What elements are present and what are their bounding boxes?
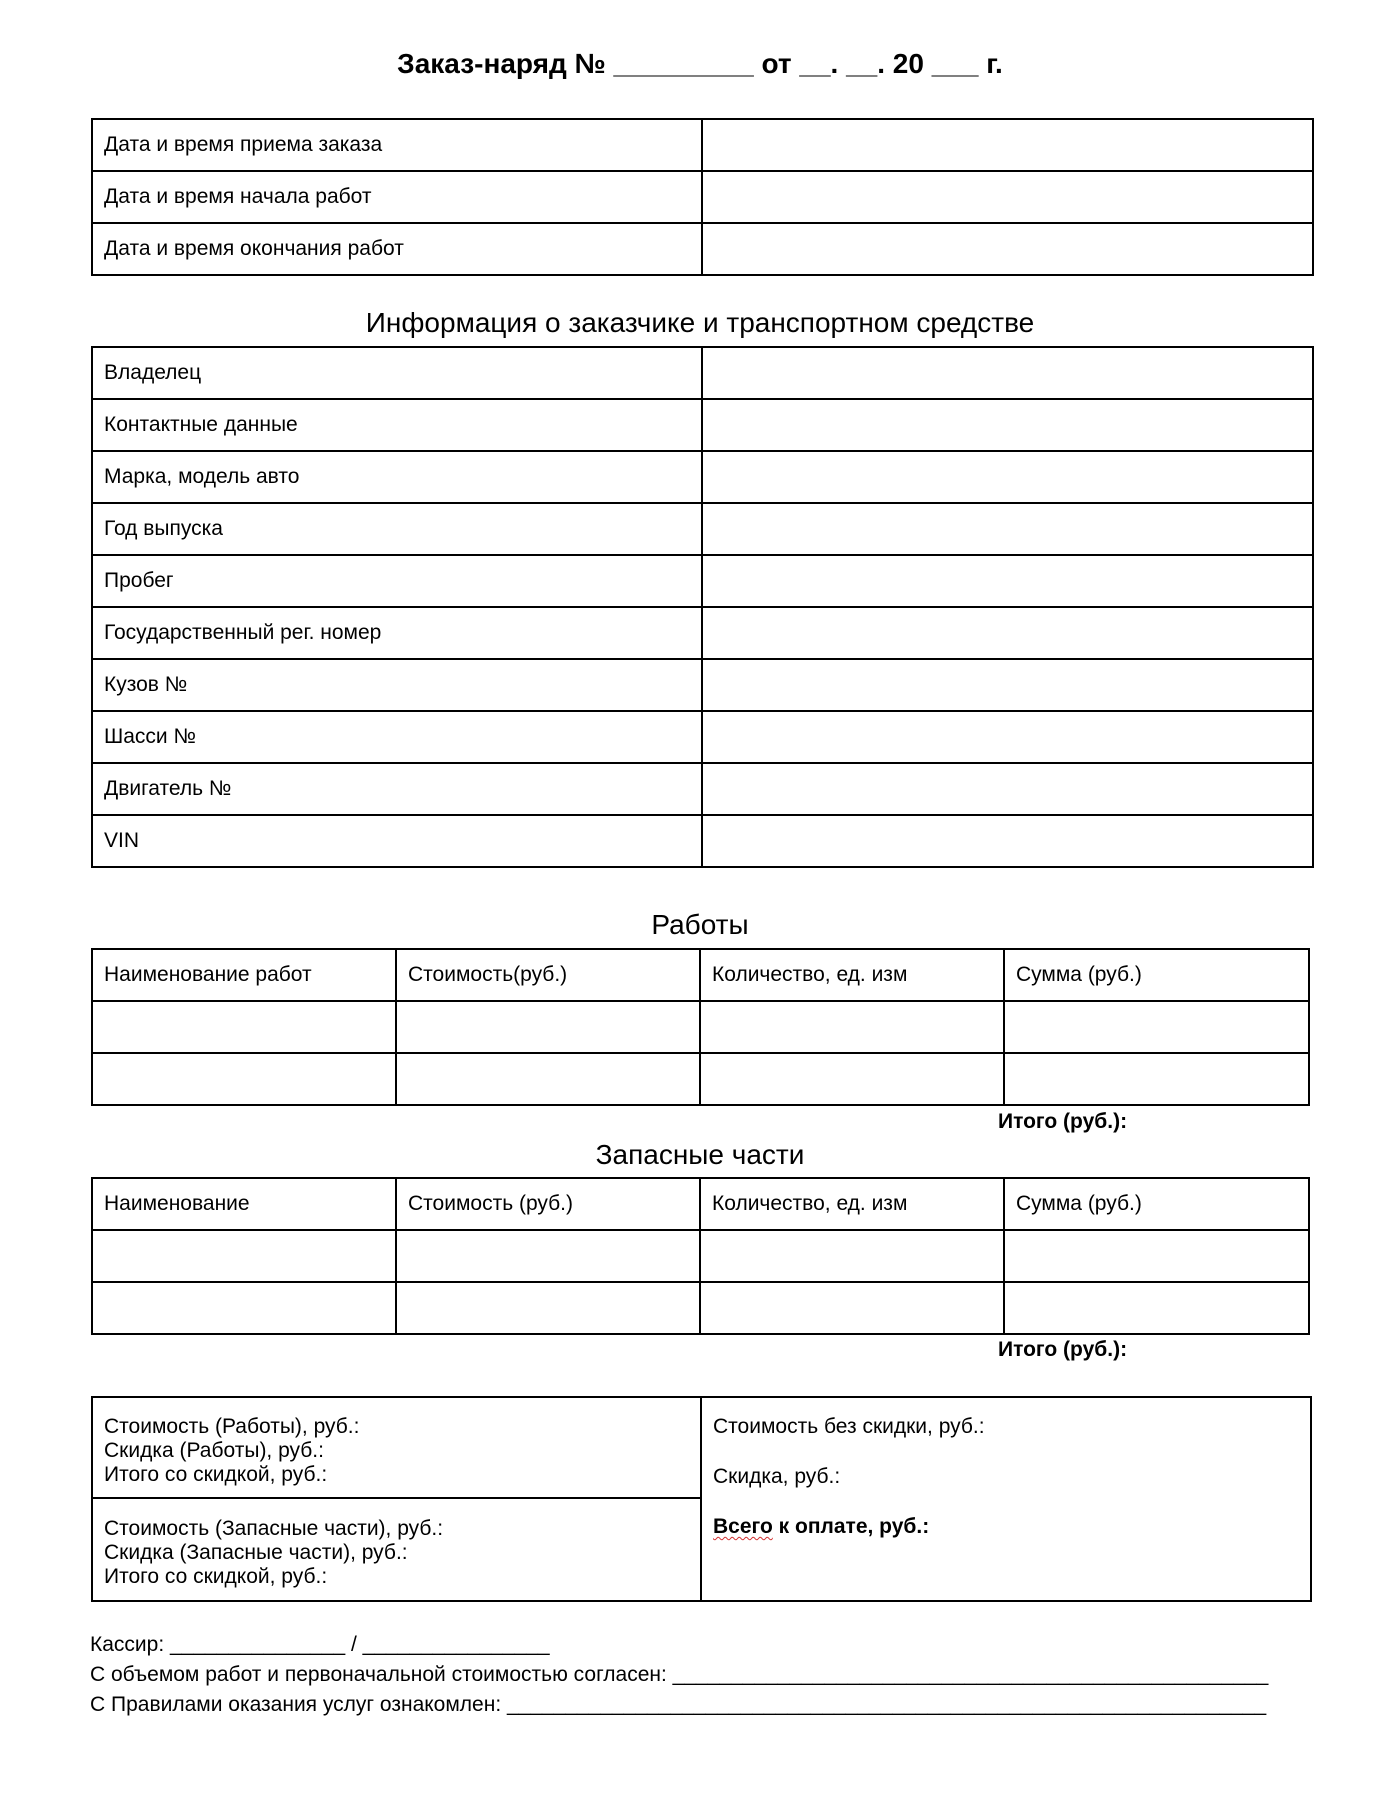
- works-header-cost: Стоимость(руб.): [396, 949, 700, 1001]
- works-section-title: Работы: [651, 909, 749, 940]
- mileage-label: Пробег: [92, 555, 702, 607]
- works-discounted-total-label: Итого со скидкой, руб.:: [104, 1463, 328, 1486]
- parts-cell[interactable]: [396, 1282, 700, 1334]
- works-cost-label: Стоимость (Работы), руб.:: [104, 1415, 360, 1438]
- body-number-label: Кузов №: [92, 659, 702, 711]
- engine-number-field[interactable]: [702, 763, 1313, 815]
- chassis-number-field[interactable]: [702, 711, 1313, 763]
- table-row: [92, 223, 1313, 275]
- page-title: Заказ-наряд № _________ от __. __. 20 ___ г.: [397, 48, 1003, 79]
- parts-discounted-total-label: Итого со скидкой, руб.:: [104, 1565, 328, 1588]
- table-row: [92, 503, 1313, 555]
- table-row: [92, 815, 1313, 867]
- works-cell[interactable]: [396, 1053, 700, 1105]
- works-cell[interactable]: [92, 1053, 396, 1105]
- reg-number-field[interactable]: [702, 607, 1313, 659]
- date-end-field[interactable]: [702, 223, 1313, 275]
- parts-cell[interactable]: [1004, 1282, 1309, 1334]
- table-row: [92, 659, 1313, 711]
- date-received-field[interactable]: [702, 119, 1313, 171]
- table-row: [92, 1230, 1309, 1282]
- table-row: [92, 399, 1313, 451]
- works-header-name: Наименование работ: [92, 949, 396, 1001]
- vin-label: VIN: [92, 815, 702, 867]
- summary-box: [91, 1396, 1312, 1602]
- chassis-number-label: Шасси №: [92, 711, 702, 763]
- table-row: [92, 119, 1313, 171]
- date-end-label: Дата и время окончания работ: [92, 223, 702, 275]
- vin-field[interactable]: [702, 815, 1313, 867]
- works-cell[interactable]: [1004, 1053, 1309, 1105]
- table-row: [92, 711, 1313, 763]
- car-model-field[interactable]: [702, 451, 1313, 503]
- works-discount-label: Скидка (Работы), руб.:: [104, 1439, 324, 1462]
- mileage-field[interactable]: [702, 555, 1313, 607]
- parts-header-sum: Сумма (руб.): [1004, 1178, 1309, 1230]
- summary-left-column: [93, 1398, 702, 1600]
- parts-header-name: Наименование: [92, 1178, 396, 1230]
- reg-number-label: Государственный рег. номер: [92, 607, 702, 659]
- works-table: [91, 948, 1310, 1106]
- table-row: [92, 555, 1313, 607]
- contacts-field[interactable]: [702, 399, 1313, 451]
- year-field[interactable]: [702, 503, 1313, 555]
- parts-cell[interactable]: [700, 1282, 1004, 1334]
- works-summary: [104, 1415, 359, 1487]
- customer-table: [91, 346, 1314, 868]
- customer-section-title: Информация о заказчике и транспортном средстве: [365, 307, 1035, 338]
- works-cell[interactable]: [396, 1001, 700, 1053]
- works-header-qty: Количество, ед. изм: [700, 949, 1004, 1001]
- dates-table: [91, 118, 1314, 276]
- summary-divider: [93, 1497, 700, 1499]
- grand-total-rest: к оплате, руб.:: [772, 1515, 930, 1538]
- parts-cell[interactable]: [700, 1230, 1004, 1282]
- year-label: Год выпуска: [92, 503, 702, 555]
- table-header-row: [92, 949, 1309, 1001]
- parts-cell[interactable]: [92, 1230, 396, 1282]
- works-cell[interactable]: [1004, 1001, 1309, 1053]
- cashier-line: Кассир: _______________ / ________________: [90, 1633, 550, 1656]
- owner-label: Владелец: [92, 347, 702, 399]
- cost-no-discount-label: Стоимость без скидки, руб.:: [713, 1415, 985, 1438]
- parts-section-title: Запасные части: [595, 1139, 805, 1170]
- table-row: [92, 451, 1313, 503]
- engine-number-label: Двигатель №: [92, 763, 702, 815]
- table-header-row: [92, 1178, 1309, 1230]
- parts-cell[interactable]: [92, 1282, 396, 1334]
- parts-header-qty: Количество, ед. изм: [700, 1178, 1004, 1230]
- works-header-sum: Сумма (руб.): [1004, 949, 1309, 1001]
- table-row: [92, 1282, 1309, 1334]
- grand-total-word: Всего: [713, 1515, 773, 1538]
- table-row: [92, 347, 1313, 399]
- rules-line: С Правилами оказания услуг ознакомлен: _________________________________________________________________: [90, 1693, 1267, 1716]
- body-number-field[interactable]: [702, 659, 1313, 711]
- discount-label: Скидка, руб.:: [713, 1465, 841, 1488]
- works-total-label: Итого (руб.):: [998, 1110, 1128, 1133]
- parts-cell[interactable]: [396, 1230, 700, 1282]
- parts-summary: [104, 1517, 443, 1589]
- table-row: [92, 1001, 1309, 1053]
- date-received-label: Дата и время приема заказа: [92, 119, 702, 171]
- works-cell[interactable]: [92, 1001, 396, 1053]
- table-row: [92, 171, 1313, 223]
- works-cell[interactable]: [700, 1053, 1004, 1105]
- agreement-line: С объемом работ и первоначальной стоимостью согласен: ___________________________________________________: [90, 1663, 1269, 1686]
- table-row: [92, 1053, 1309, 1105]
- parts-cell[interactable]: [1004, 1230, 1309, 1282]
- table-row: [92, 763, 1313, 815]
- works-cell[interactable]: [700, 1001, 1004, 1053]
- contacts-label: Контактные данные: [92, 399, 702, 451]
- date-start-field[interactable]: [702, 171, 1313, 223]
- table-row: [92, 607, 1313, 659]
- date-start-label: Дата и время начала работ: [92, 171, 702, 223]
- parts-discount-label: Скидка (Запасные части), руб.:: [104, 1541, 408, 1564]
- car-model-label: Марка, модель авто: [92, 451, 702, 503]
- grand-total-label: [713, 1515, 929, 1539]
- parts-table: [91, 1177, 1310, 1335]
- parts-header-cost: Стоимость (руб.): [396, 1178, 700, 1230]
- owner-field[interactable]: [702, 347, 1313, 399]
- parts-cost-label: Стоимость (Запасные части), руб.:: [104, 1517, 444, 1540]
- parts-total-label: Итого (руб.):: [998, 1338, 1128, 1361]
